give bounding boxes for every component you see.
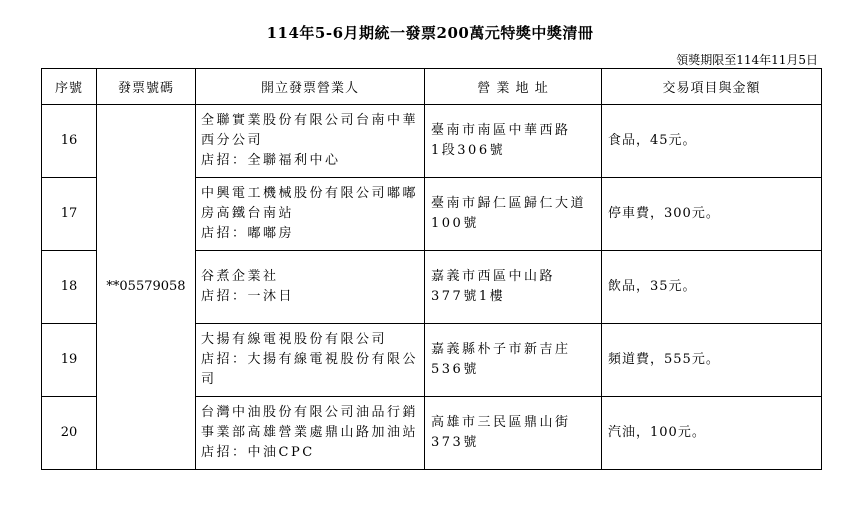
row-merchant — [196, 178, 425, 251]
merchant-line: 店招：全聯福利中心 — [201, 153, 341, 168]
merchant-line: 西分公司 — [201, 133, 264, 148]
merchant-line: 店招：嘟嘟房 — [201, 226, 295, 241]
merchant-line: 谷煮企業社 — [201, 269, 279, 284]
address-line: 536號 — [431, 362, 479, 377]
row-seq: 16 — [42, 105, 97, 178]
row-merchant — [196, 324, 425, 397]
address-line: 臺南市南區中華西路 — [431, 123, 571, 138]
header-merchant: 開立發票營業人 — [196, 69, 425, 105]
row-trade: 汽油，100元。 — [602, 397, 822, 470]
merchant-line: 房高鐵台南站 — [201, 206, 295, 221]
row-trade: 食品，45元。 — [602, 105, 822, 178]
row-address — [425, 178, 602, 251]
winners-table — [41, 68, 822, 470]
row-seq: 19 — [42, 324, 97, 397]
merchant-line: 中興電工機械股份有限公司嘟嘟 — [201, 186, 419, 201]
header-trade: 交易項目與金額 — [602, 69, 822, 105]
address-line: 高雄市三民區鼎山街 — [431, 415, 571, 430]
page-title: 114年5-6月期統一發票200萬元特獎中獎清冊 — [266, 24, 594, 42]
row-merchant — [196, 397, 425, 470]
row-merchant — [196, 105, 425, 178]
row-trade: 停車費，300元。 — [602, 178, 822, 251]
address-line: 臺南市歸仁區歸仁大道 — [431, 196, 587, 211]
row-seq: 17 — [42, 178, 97, 251]
row-trade: 飲品，35元。 — [602, 251, 822, 324]
table-header-row — [42, 69, 822, 105]
address-line: 嘉義市西區中山路 — [431, 269, 556, 284]
row-address — [425, 251, 602, 324]
merchant-line: 店招：大揚有線電視股份有限公 — [201, 352, 419, 367]
row-seq: 20 — [42, 397, 97, 470]
address-line: 嘉義縣朴子市新吉庄 — [431, 342, 571, 357]
merchant-line: 全聯實業股份有限公司台南中華 — [201, 113, 419, 128]
header-invoice-number: 發票號碼 — [97, 69, 196, 105]
address-line: 100號 — [431, 216, 479, 231]
merchant-line: 台灣中油股份有限公司油品行銷 — [201, 405, 419, 420]
address-line: 1段306號 — [431, 143, 506, 158]
invoice-number: **05579058 — [97, 105, 196, 470]
table-row — [42, 105, 822, 178]
claim-deadline: 領獎期限至114年11月5日 — [676, 53, 818, 67]
address-line: 377號1樓 — [431, 289, 506, 304]
merchant-line: 大揚有線電視股份有限公司 — [201, 332, 388, 347]
merchant-line: 店招：一沐日 — [201, 289, 295, 304]
header-seq: 序號 — [42, 69, 97, 105]
merchant-line: 店招：中油CPC — [201, 445, 315, 460]
row-address — [425, 397, 602, 470]
row-address — [425, 105, 602, 178]
merchant-line: 司 — [201, 372, 217, 387]
row-trade: 頻道費，555元。 — [602, 324, 822, 397]
address-line: 373號 — [431, 435, 479, 450]
row-address — [425, 324, 602, 397]
row-seq: 18 — [42, 251, 97, 324]
header-address: 營 業 地 址 — [425, 69, 602, 105]
merchant-line: 事業部高雄營業處鼎山路加油站 — [201, 425, 419, 440]
row-merchant — [196, 251, 425, 324]
